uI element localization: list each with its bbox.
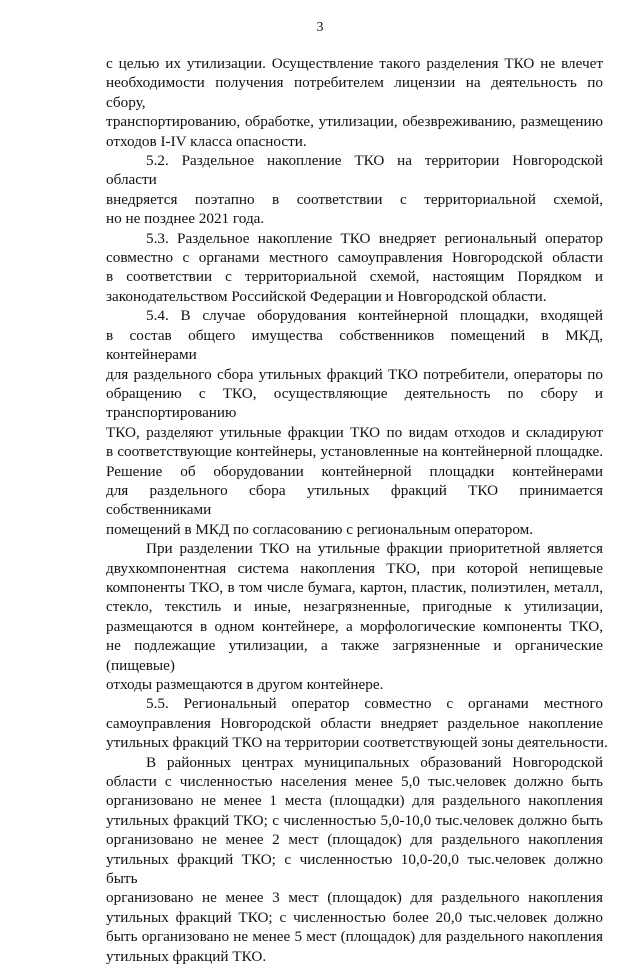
text-line: 5.2. Раздельное накопление ТКО на территории Новгородской области bbox=[106, 152, 603, 189]
paragraph-5 bbox=[106, 539, 603, 694]
text-line: самоуправления Новгородской области внедряет раздельное накопление bbox=[106, 714, 603, 732]
text-line: При разделении ТКО на утильные фракции приоритетной является bbox=[146, 540, 603, 558]
text-line: совместно с органами местного самоуправления Новгородской области bbox=[106, 249, 603, 267]
text-line: утильных фракций ТКО; с численностью более 20,0 тыс.человек должно bbox=[106, 908, 603, 926]
text-line: утильных фракций ТКО на территории соответствующей зоны деятельности. bbox=[106, 734, 608, 752]
text-line: организовано не менее 1 места (площадки) для раздельного накопления bbox=[106, 792, 603, 810]
text-line: в соответствующие контейнеры, установленные на контейнерной площадке. bbox=[106, 443, 603, 461]
text-line: Решение об оборудовании контейнерной площадки контейнерами bbox=[106, 462, 603, 480]
text-line: отходы размещаются в другом контейнере. bbox=[106, 676, 384, 693]
text-line: утильных фракций ТКО. bbox=[106, 947, 267, 965]
text-line: быть организовано не менее 5 мест (площадок) для раздельного накопления bbox=[106, 928, 603, 946]
text-line: 5.3. Раздельное накопление ТКО внедряет региональный оператор bbox=[146, 229, 603, 247]
text-line: обращению с ТКО, осуществляющие деятельность по сбору и транспортированию bbox=[106, 384, 603, 422]
text-line: 5.5. Региональный оператор совместно с органами местного bbox=[146, 695, 603, 713]
document-body bbox=[106, 54, 608, 966]
text-line: организовано не менее 2 мест (площадок) для раздельного накопления bbox=[106, 831, 603, 849]
text-line: для раздельного сбора утильных фракций ТКО потребители, операторы по bbox=[106, 365, 603, 383]
text-line: организовано не менее 3 мест (площадок) для раздельного накопления bbox=[106, 889, 603, 907]
text-line: для раздельного сбора утильных фракций ТКО принимается собственниками bbox=[106, 481, 603, 519]
text-line: помещений в МКД по согласованию с региональным оператором. bbox=[106, 520, 534, 538]
paragraph-1 bbox=[106, 54, 603, 151]
paragraph-7 bbox=[106, 753, 603, 966]
paragraph-6 bbox=[106, 694, 608, 752]
page-number: 3 bbox=[316, 20, 324, 35]
text-line: необходимости получения потребителем лицензии на деятельность по сбору, bbox=[106, 74, 603, 111]
text-line: транспортированию, обработке, утилизации, обезвреживанию, размещению bbox=[106, 113, 603, 131]
text-line: двухкомпонентная система накопления ТКО, при которой непищевые bbox=[106, 559, 603, 577]
text-line: в соответствии с территориальной схемой, настоящим Порядком и bbox=[106, 268, 603, 286]
paragraph-4 bbox=[106, 306, 603, 539]
paragraph-2 bbox=[106, 151, 603, 229]
text-line: размещаются в одном контейнере, а морфологические компоненты ТКО, bbox=[106, 617, 603, 635]
text-line: но не позднее 2021 года. bbox=[106, 210, 265, 228]
text-line: в состав общего имущества собственников помещений в МКД, контейнерами bbox=[106, 326, 603, 364]
text-line: компоненты ТКО, в том числе бумага, картон, пластик, полиэтилен, металл, bbox=[106, 578, 603, 596]
text-line: с целью их утилизации. Осуществление такого разделения ТКО не влечет bbox=[106, 55, 603, 72]
text-line: 5.4. В случае оборудования контейнерной площадки, входящей bbox=[146, 307, 603, 325]
text-line: стекло, текстиль и иные, незагрязненные, пригодные к утилизации, bbox=[106, 598, 603, 616]
text-line: утильных фракций ТКО; с численностью 10,0-20,0 тыс.человек должно быть bbox=[106, 850, 603, 888]
text-line: В районных центрах муниципальных образований Новгородской bbox=[146, 753, 603, 771]
text-line: внедряется поэтапно в соответствии с территориальной схемой, bbox=[106, 190, 603, 208]
text-line: законодательством Российской Федерации и Новгородской области. bbox=[106, 287, 547, 305]
paragraph-3 bbox=[106, 229, 603, 307]
text-line: отходов I-IV класса опасности. bbox=[106, 132, 307, 150]
text-line: области с численностью населения менее 5,0 тыс.человек должно быть bbox=[106, 773, 603, 791]
text-line: ТКО, разделяют утильные фракции ТКО по видам отходов и складируют bbox=[106, 423, 603, 441]
text-line: утильных фракций ТКО; с численностью 5,0-10,0 тыс.человек должно быть bbox=[106, 811, 603, 829]
text-line: не подлежащие утилизации, а также загрязненные и органические (пищевые) bbox=[106, 637, 603, 674]
